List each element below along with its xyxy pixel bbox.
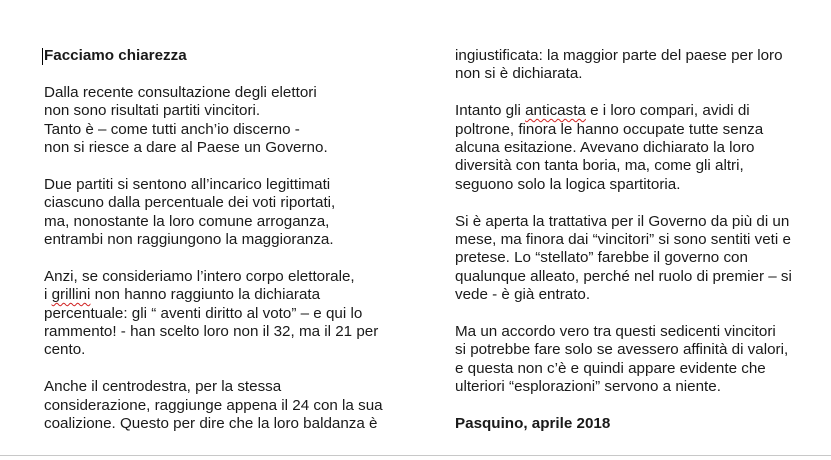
paragraph-line: considerazione, raggiunge appena il 24 con la sua: [44, 396, 383, 414]
text-cursor: [42, 48, 43, 65]
paragraph-line: vede - è già entrato.: [455, 286, 591, 304]
paragraph-line: e questa non c’è e quindi appare evidente che: [455, 359, 766, 377]
paragraph-line: Ma un accordo vero tra questi sedicenti vincitori: [455, 323, 776, 341]
text-fragment: Intanto gli: [455, 102, 526, 120]
paragraph-line: cento.: [44, 341, 86, 359]
left-column: [44, 47, 414, 433]
right-column: [455, 47, 815, 433]
paragraph-line: qualunque alleato, perché nel ruolo di premier – si: [455, 267, 792, 285]
paragraph-line: alcuna esitazione. Avevano dichiarato la loro: [455, 139, 755, 157]
paragraph-line: non si riesce a dare al Paese un Governo.: [44, 139, 328, 157]
paragraph-line: mese, ma finora dai “vincitori” si sono sentiti veti e: [455, 231, 791, 249]
article-title: Facciamo chiarezza: [44, 47, 187, 64]
paragraph-line: si potrebbe fare solo se avessero affinità di valori,: [455, 341, 789, 359]
paragraph-line: rammento! - han scelto loro non il 32, ma il 21 per: [44, 323, 379, 341]
paragraph-line: diversità con tanta boria, ma, come gli altri,: [455, 157, 744, 175]
paragraph-line: percentuale: gli “ aventi diritto al voto” – e qui lo: [44, 304, 363, 322]
paragraph-line: coalizione. Questo per dire che la loro baldanza è: [44, 415, 378, 433]
paragraph-line: seguono solo la logica spartitoria.: [455, 175, 681, 193]
spellcheck-word[interactable]: anticasta: [525, 102, 586, 120]
paragraph-line: ma, nonostante la loro comune arroganza,: [44, 212, 330, 230]
text-fragment: non hanno raggiunto la dichiarata: [90, 286, 321, 304]
paragraph-line: Anzi, se consideriamo l’intero corpo elettorale,: [44, 267, 355, 285]
paragraph-line: ingiustificata: la maggior parte del paese per loro: [455, 47, 783, 64]
paragraph-line: Dalla recente consultazione degli elettori: [44, 83, 317, 101]
paragraph-line: non si è dichiarata.: [455, 65, 583, 83]
spellcheck-word[interactable]: grillini: [51, 286, 91, 304]
paragraph-line: Anche il centrodestra, per la stessa: [44, 378, 282, 396]
text-fragment: e i loro compari, avidi di: [585, 102, 750, 120]
paragraph-line: poltrone, finora le hanno occupate tutte senza: [455, 120, 764, 138]
text-fragment: i: [44, 286, 52, 304]
page-edge-divider: [0, 455, 831, 456]
signature: Pasquino, aprile 2018: [455, 415, 611, 433]
paragraph-line: pretese. Lo “stellato” farebbe il governo con: [455, 249, 748, 267]
paragraph-line: ciascuno dalla percentuale dei voti riportati,: [44, 194, 336, 212]
paragraph-line: entrambi non raggiungono la maggioranza.: [44, 231, 334, 249]
paragraph-line: ulteriori “esplorazioni” servono a niente.: [455, 378, 721, 396]
paragraph-line: Due partiti si sentono all’incarico legittimati: [44, 175, 331, 193]
paragraph-line: Tanto è – come tutti anch’io discerno -: [44, 120, 300, 138]
paragraph-line: non sono risultati partiti vincitori.: [44, 102, 261, 120]
paragraph-line: Si è aperta la trattativa per il Governo da più di un: [455, 212, 790, 230]
paragraph-line: [455, 102, 815, 120]
paragraph-line: [44, 286, 414, 304]
